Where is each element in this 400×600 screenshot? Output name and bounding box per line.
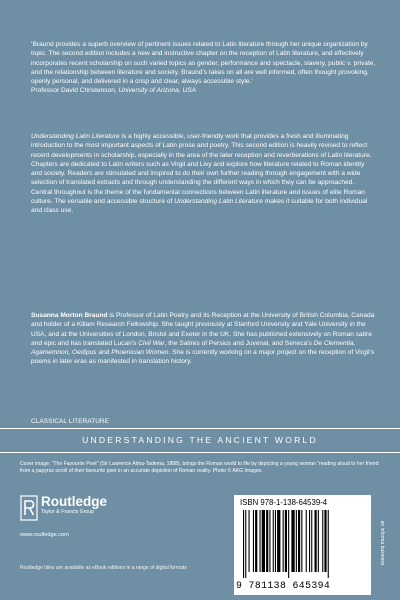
isbn-label: ISBN 978-1-138-64539-4 [240, 498, 328, 507]
barcode-bar [309, 510, 310, 572]
cover-image-credit: Cover image: “The Favourite Poet” (Sir Lawrence Alma-Tadema, 1888), brings the Roman world to life by depicting a young woman “reading aloud to her friend from a papyrus scroll of their favourite poet in an accurate depiction of Roman reality. Photo © AKG Images. [20, 461, 379, 474]
barcode-bar [262, 510, 265, 572]
description-text-2: makes it suitable for both individual and class use. [31, 198, 368, 215]
barcode-bar [260, 510, 261, 572]
subject-category: CLASSICAL LITERATURE [31, 418, 109, 425]
bio-work-1: Civil War [138, 339, 165, 347]
barcode-bar [243, 510, 244, 578]
barcode-bar [306, 510, 307, 572]
barcode [234, 495, 371, 595]
bio-work-4: Phoenician Women [111, 349, 169, 357]
bio-text-5: . She is currently working on a major project on the reception of Virgil’s poems in later eras as manifested in translation history. [31, 349, 375, 366]
series-band [0, 428, 400, 452]
barcode-bar [255, 510, 257, 572]
author-bio [31, 311, 376, 367]
barcode-bar [245, 510, 246, 578]
barcode-bar [253, 510, 254, 572]
barcode-bar [249, 510, 250, 572]
barcode-bar [291, 510, 294, 572]
publisher-website: www.routledge.com [20, 532, 69, 538]
bio-text-3: of Persius and Juvenal, and Seneca’s [199, 339, 314, 347]
bio-work-2: Satires [179, 339, 200, 347]
barcode-bar [288, 510, 289, 578]
routledge-mark-icon [20, 495, 38, 521]
bio-text-1: is Professor of Latin Poetry and its Reception at the University of British Columbia, Canada and holder of a Killam Research Fellowship. She taught previously at Stanford University and Yale University in the USA, and at the Universities of London, Bristol and Exeter in the UK. She has published extensively on Roman satire and epic and has translated Lucan’s [31, 312, 375, 347]
barcode-bar [283, 510, 284, 572]
informa-text: an informa business [379, 520, 385, 566]
book-title-italic-2: Understanding Latin Literature [174, 198, 263, 206]
barcode-bar [266, 510, 268, 572]
book-title-italic: Understanding Latin Literature [31, 133, 120, 140]
barcode-bar [285, 510, 287, 572]
book-description [31, 132, 376, 216]
barcode-bar [269, 510, 270, 572]
quote-text: ‘Braund provides a superb overview of pertinent issues related to Latin literature through her unique organization by topic. The second edition includes a new and instructive chapter on the reception of Latin literature, and effectively incorporates recent scholarship on such varied topics as gender, performance and spectacle, slavery, public v. private, and the relationship between literature and society. Braund’s takes on all are well informed, often thought provoking, openly personal, and delivered in a crisp and clear, always accessible style.’ [31, 41, 376, 86]
author-name: Susanna Morton Braund [31, 312, 108, 319]
barcode-bar [328, 510, 329, 578]
barcode-bar [277, 510, 280, 572]
barcode-bar [273, 510, 274, 572]
bio-text-4: and [96, 349, 112, 357]
barcode-bar [296, 510, 297, 572]
publisher-logo [20, 495, 107, 521]
barcode-digits: 9 781138 645394 [236, 580, 331, 591]
barcode-bar [301, 510, 302, 572]
informa-logo [376, 498, 388, 588]
barcode-bar [275, 510, 276, 572]
barcode-bar [311, 510, 312, 572]
bio-text-2: , the [164, 339, 180, 347]
review-quote [31, 40, 376, 96]
ebook-note: Routledge titles are available as eBook editions in a range of digital formats [20, 565, 187, 571]
bio-work-3: De Clementia, Agamemnon, Oedipus [31, 339, 356, 357]
quote-attribution-affiliation: University of Arizona, USA [118, 87, 197, 95]
series-rule-bottom [0, 452, 400, 453]
series-title: UNDERSTANDING THE ANCIENT WORLD [82, 435, 318, 445]
barcode-bars [243, 510, 365, 578]
barcode-bar [298, 510, 300, 572]
barcode-bar [324, 510, 326, 572]
quote-attribution-name: Professor David Christenson, [31, 87, 117, 95]
barcode-bar [315, 510, 317, 572]
publisher-group: Taylor & Francis Group [41, 509, 95, 515]
barcode-bar [318, 510, 319, 572]
barcode-bar [322, 510, 323, 572]
description-text-1: is a highly accessible, user-friendly work that provides a fresh and illuminating introduction to the most important aspects of Latin prose and poetry. This second edition is heavily revised to reflect recent developments in scholarship, especially in the area of the later reception and reverberations of Latin literature. Chapters are dedicated to Latin writers such as Virgil and Livy and explore how literature related to Roman identity and society. Readers are stimulated and inspired to do their own further reading through engagement with a wide selection of translated extracts and through understanding the different ways in which they can be approached. Central throughout is the theme of the fundamental connections between Latin literature and issues of elite Roman culture. The versatile and accessible structure of [31, 133, 372, 206]
publisher-name: Routledge [41, 494, 107, 509]
